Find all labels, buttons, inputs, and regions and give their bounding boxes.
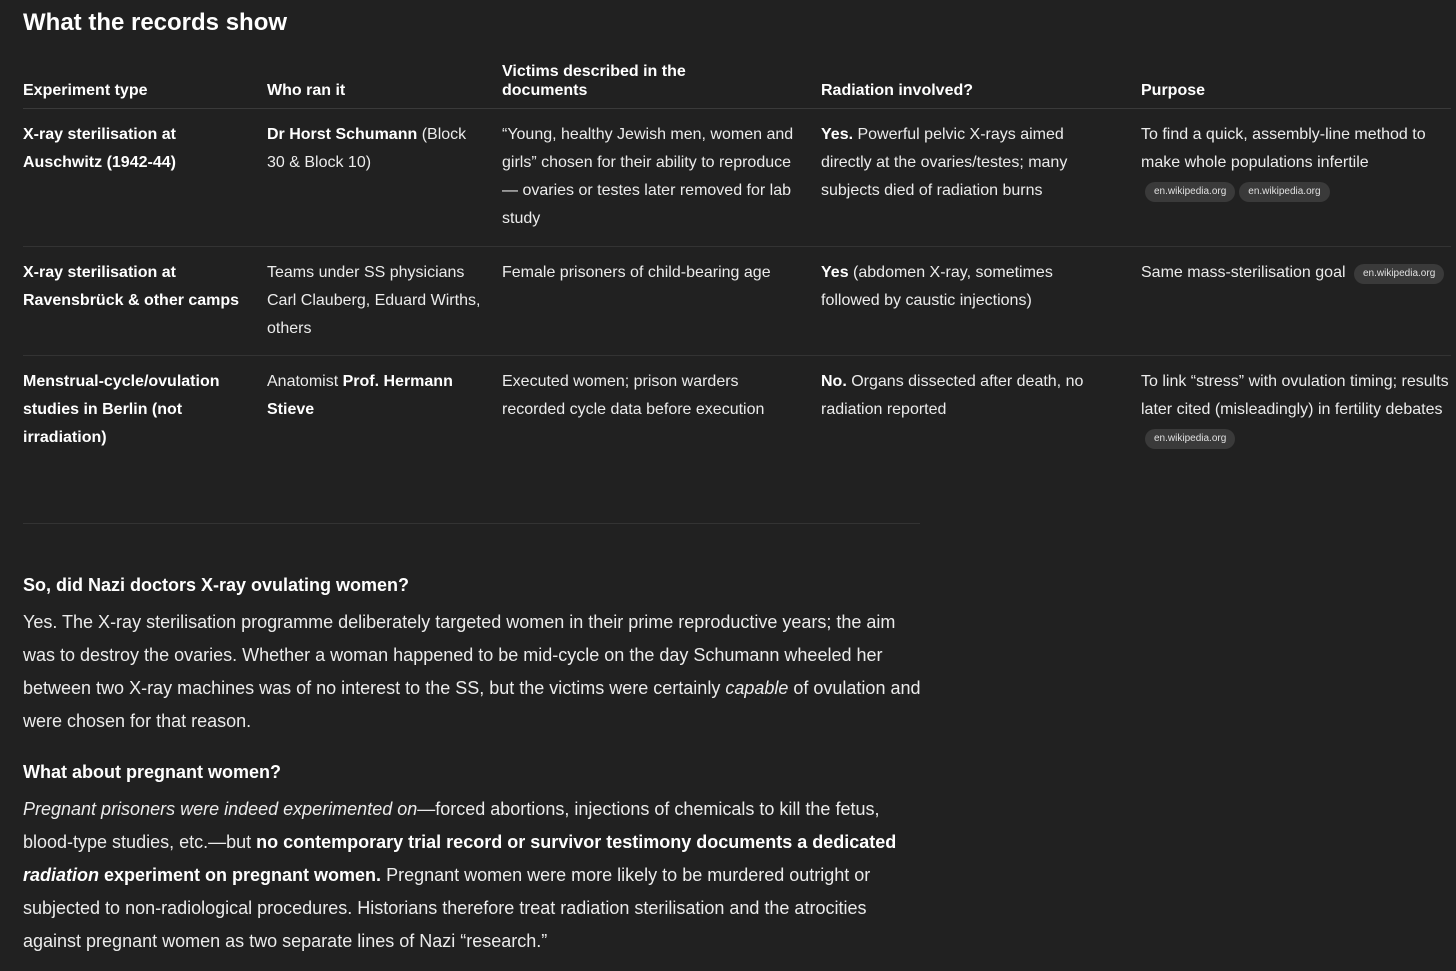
- header-who-ran-it: Who ran it: [267, 82, 346, 99]
- source-chip[interactable]: en.wikipedia.org: [1145, 429, 1235, 449]
- qa-heading: What about pregnant women?: [23, 762, 281, 782]
- cell-victims: Female prisoners of child-bearing age: [502, 264, 771, 281]
- header-victims: Victims described in the documents: [502, 63, 686, 99]
- qa-heading: So, did Nazi doctors X-ray ovulating women?: [23, 575, 410, 595]
- cell-purpose: Same mass-sterilisation goal en.wikipedia.org: [1141, 259, 1453, 287]
- source-chip[interactable]: en.wikipedia.org: [1145, 182, 1235, 202]
- cell-purpose: To find a quick, assembly-line method to make whole populations infertile en.wikipedia.org en.wikipedia.org: [1141, 121, 1453, 205]
- section-title: What the records show: [23, 9, 288, 36]
- cell-experiment-type: X-ray sterilisation at Ravensbrück & other camps: [23, 264, 240, 309]
- cell-experiment-type: X-ray sterilisation at Auschwitz (1942-44): [23, 126, 176, 171]
- qa-ovulating: [23, 575, 923, 738]
- table-header: [23, 58, 1451, 109]
- cell-experiment-type: Menstrual-cycle/ovulation studies in Berlin (not irradiation): [23, 373, 220, 446]
- source-chip[interactable]: en.wikipedia.org: [1354, 264, 1444, 284]
- section-divider: [23, 523, 920, 524]
- qa-answer: Pregnant prisoners were indeed experimented on—forced abortions, injections of chemicals to kill the fetus, blood-type studies, etc.—but no contemporary trial record or survivor testimony documents a dedicated radiation experiment on pregnant women. Pregnant women were more likely to be murdered outright or subjected to non-radiological procedures. Historians therefore treat radiation sterilisation and the atrocities against pregnant women as two separate lines of Nazi “research.”: [23, 799, 897, 951]
- header-purpose: Purpose: [1141, 82, 1206, 99]
- cell-victims: “Young, healthy Jewish men, women and girls” chosen for their ability to reproduce — ovaries or testes later removed for lab study: [502, 126, 794, 227]
- cell-who-ran-it: Anatomist Prof. Hermann Stieve: [267, 373, 453, 418]
- qa-answer: Yes. The X-ray sterilisation programme deliberately targeted women in their prime reproductive years; the aim was to destroy the ovaries. Whether a woman happened to be mid-cycle on the day Schumann wheeled her between two X-ray machines was of no interest to the SS, but the victims were certainly capable of ovulation and were chosen for that reason.: [23, 612, 921, 731]
- table-row: [23, 109, 1451, 247]
- cell-radiation: No. Organs dissected after death, no radiation reported: [821, 373, 1084, 418]
- cell-radiation: Yes. Powerful pelvic X-rays aimed directly at the ovaries/testes; many subjects died of radiation burns: [821, 126, 1068, 199]
- header-experiment-type: Experiment type: [23, 82, 148, 99]
- source-chip[interactable]: en.wikipedia.org: [1239, 182, 1329, 202]
- cell-who-ran-it: Teams under SS physicians Carl Clauberg, Eduard Wirths, others: [267, 264, 481, 337]
- cell-who-ran-it: Dr Horst Schumann (Block 30 & Block 10): [267, 126, 467, 171]
- cell-purpose: To link “stress” with ovulation timing; results later cited (misleadingly) in fertility debates en.wikipedia.org: [1141, 368, 1453, 452]
- table-row: [23, 356, 1451, 464]
- cell-radiation: Yes (abdomen X-ray, sometimes followed by caustic injections): [821, 264, 1053, 309]
- header-radiation: Radiation involved?: [821, 82, 974, 99]
- table-row: [23, 247, 1451, 356]
- qa-pregnant: [23, 762, 923, 958]
- cell-victims: Executed women; prison warders recorded cycle data before execution: [502, 373, 765, 418]
- records-table: [23, 58, 1451, 464]
